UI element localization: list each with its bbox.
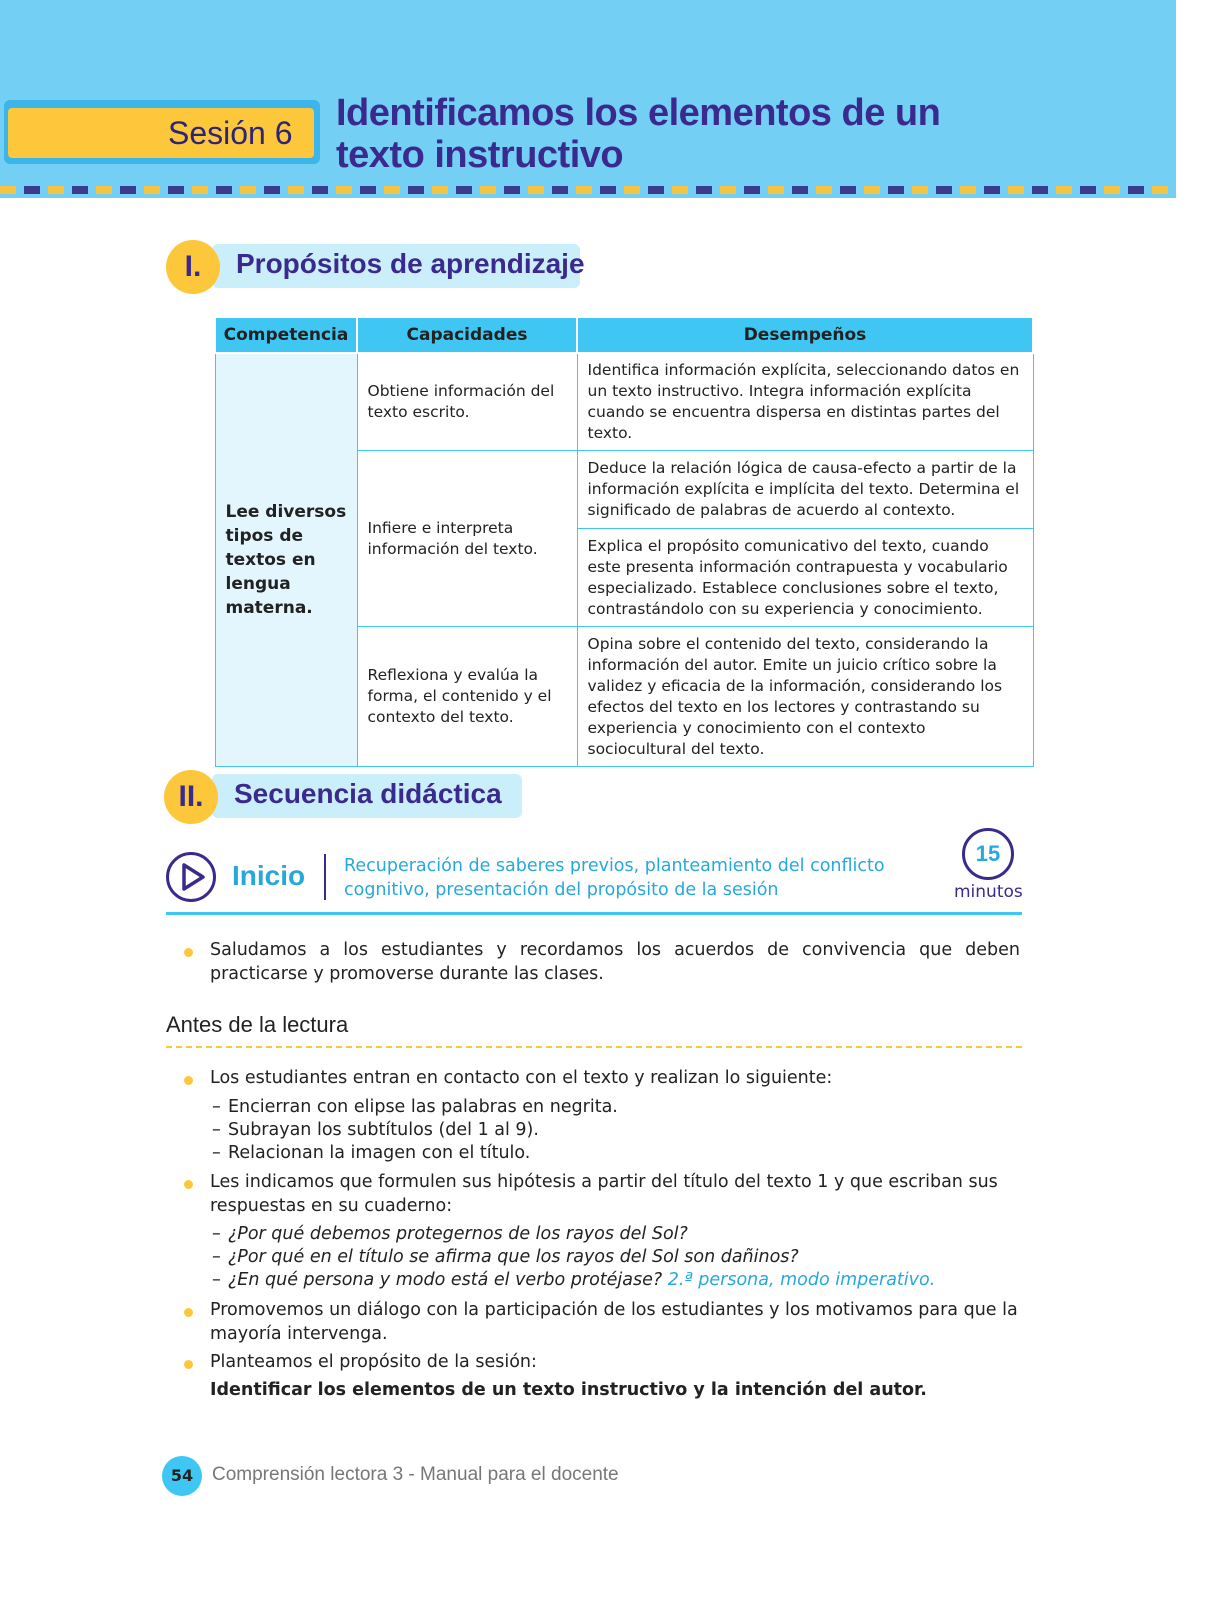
play-icon bbox=[166, 852, 216, 902]
antes-heading: Antes de la lectura bbox=[166, 1012, 349, 1037]
section2-numeral: II. bbox=[164, 770, 218, 824]
antes-bullet-4: Planteamos el propósito de la sesión: bbox=[210, 1352, 537, 1372]
decorative-stripe bbox=[0, 186, 1176, 194]
section1-title: Propósitos de aprendizaje bbox=[236, 248, 585, 279]
table-header-row bbox=[215, 317, 1033, 353]
list-item: – Encierran con elipse las palabras en negrita. bbox=[212, 1097, 618, 1117]
answer-text: 2.ª persona, modo imperativo. bbox=[667, 1270, 936, 1290]
timer-minutes: 15 bbox=[975, 841, 1001, 866]
bullet-icon bbox=[184, 948, 193, 957]
header-desempenos: Desempeños bbox=[577, 317, 1033, 353]
bullet-icon bbox=[184, 1360, 193, 1369]
page-title-line2: texto instructivo bbox=[336, 134, 624, 176]
desempeno-cell: Opina sobre el contenido del texto, considerando la información del autor. Emite un juicio crítico sobre la validez y eficacia de la información, considerando los efectos del texto en los lectores y contrastando su experiencia y conocimiento con el contexto sociocultural del texto. bbox=[577, 627, 1033, 767]
page-title-line1: Identificamos los elementos de un bbox=[336, 92, 941, 134]
inicio-description: Recuperación de saberes previos, planteamiento del conflicto cognitivo, presentación del propósito de la sesión bbox=[344, 856, 885, 900]
section2-title: Secuencia didáctica bbox=[234, 778, 502, 809]
table-row bbox=[215, 353, 1033, 451]
session-label: Sesión 6 bbox=[8, 108, 314, 158]
desempeno-cell: Identifica información explícita, seleccionando datos en un texto instructivo. Integra información explícita cuando se encuentra dispersa en distintas partes del texto. bbox=[577, 353, 1033, 451]
divider bbox=[324, 854, 326, 900]
intro-paragraph: Saludamos a los estudiantes y recordamos los acuerdos de convivencia que deben practicarse y promoverse durante las clases. bbox=[210, 940, 1020, 984]
list-item: – Subrayan los subtítulos (del 1 al 9). bbox=[212, 1120, 539, 1140]
inicio-label: Inicio bbox=[232, 860, 306, 891]
bullet-icon bbox=[184, 1076, 193, 1085]
list-item: – Relacionan la imagen con el título. bbox=[212, 1143, 531, 1163]
competencia-cell: Lee diversos tipos de textos en lengua materna. bbox=[215, 353, 357, 767]
session-purpose: Identificar los elementos de un texto instructivo y la intención del autor. bbox=[210, 1380, 927, 1400]
footer-text: Comprensión lectora 3 - Manual para el docente bbox=[212, 1464, 619, 1485]
header-capacidades: Capacidades bbox=[357, 317, 577, 353]
antes-bullet-2: Les indicamos que formulen sus hipótesis a partir del título del texto 1 y que escriban sus respuestas en su cuaderno: bbox=[210, 1172, 998, 1216]
capacidad-cell: Reflexiona y evalúa la forma, el contenido y el contexto del texto. bbox=[357, 627, 577, 767]
antes-bullet-1: Los estudiantes entran en contacto con el texto y realizan lo siguiente: bbox=[210, 1068, 833, 1088]
section1-numeral: I. bbox=[166, 240, 220, 294]
capacidad-cell: Obtiene información del texto escrito. bbox=[357, 353, 577, 451]
desempeno-cell: Deduce la relación lógica de causa-efecto a partir de la información explícita e implícita del texto. Determina el significado de palabras de acuerdo al contexto. bbox=[577, 451, 1033, 529]
timer-unit: minutos bbox=[954, 882, 1023, 902]
timer-icon bbox=[962, 828, 1014, 880]
question-item: – ¿Por qué debemos protegernos de los rayos del Sol? bbox=[212, 1224, 688, 1244]
bullet-icon bbox=[184, 1308, 193, 1317]
learning-purposes-table bbox=[214, 316, 1034, 767]
page-number: 54 bbox=[162, 1456, 202, 1496]
bullet-icon bbox=[184, 1180, 193, 1189]
page-title bbox=[336, 92, 1036, 176]
question-item: – ¿Por qué en el título se afirma que los rayos del Sol son dañinos? bbox=[212, 1247, 799, 1267]
desempeno-cell: Explica el propósito comunicativo del texto, cuando este presenta información contrapuesta y vocabulario especializado. Establece conclusiones sobre el texto, contrastándolo con su experiencia y conocimiento. bbox=[577, 529, 1033, 627]
capacidad-cell: Infiere e interpreta información del texto. bbox=[357, 451, 577, 627]
question-item: – ¿En qué persona y modo está el verbo protéjase? 2.ª persona, modo imperativo. bbox=[212, 1270, 936, 1290]
header-competencia: Competencia bbox=[215, 317, 357, 353]
antes-rule bbox=[166, 1046, 1022, 1048]
inicio-rule bbox=[166, 912, 1022, 915]
antes-bullet-3: Promovemos un diálogo con la participación de los estudiantes y los motivamos para que la mayoría intervenga. bbox=[210, 1300, 1018, 1344]
